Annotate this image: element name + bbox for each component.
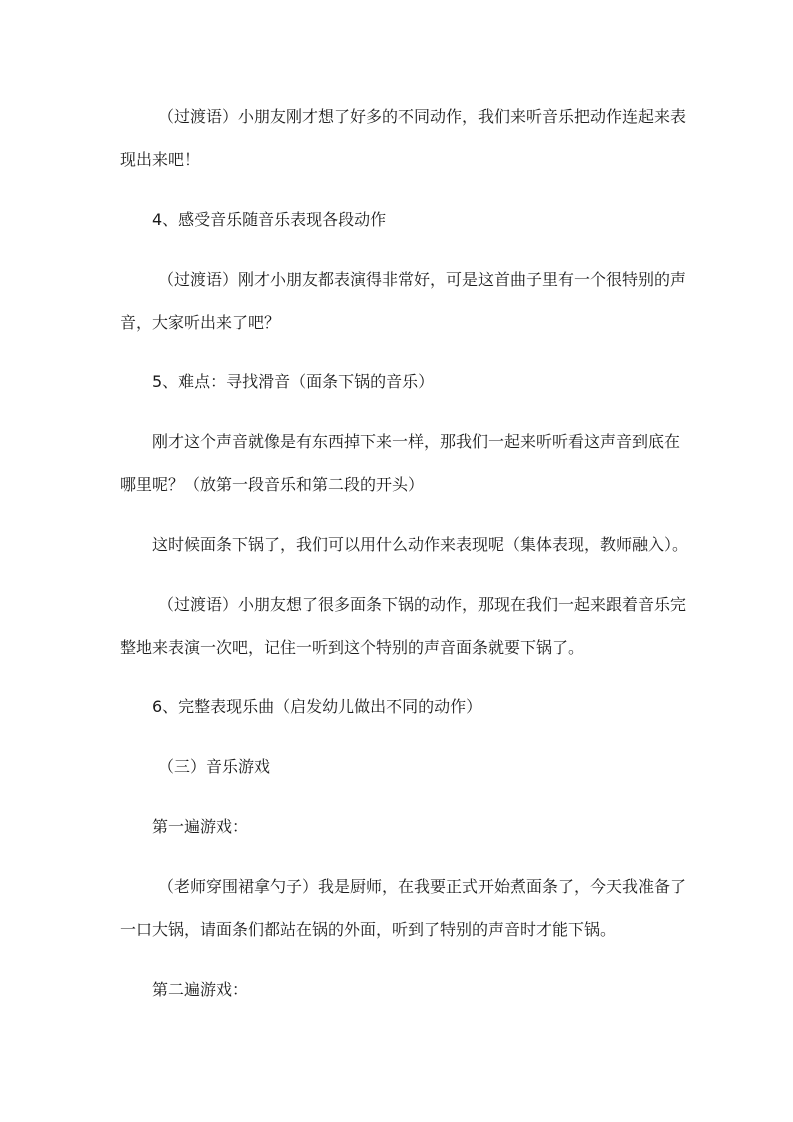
section-heading-6: 6、完整表现乐曲（启发幼儿做出不同的动作） xyxy=(152,697,483,716)
paragraph-3-line-1: （过渡语）刚才小朋友都表演得非常好，可是这首曲子里有一个很特别的声 xyxy=(158,270,687,289)
paragraph-11-line-2: 一口大锅，请面条们都站在锅的外面，听到了特别的声音时才能下锅。 xyxy=(120,920,617,939)
section-heading-5: 5、难点：寻找滑音（面条下锅的音乐） xyxy=(152,372,435,391)
paragraph-1-line-2: 现出来吧！ xyxy=(120,150,201,169)
paragraph-11-line-1: （老师穿围裙拿勺子）我是厨师，在我要正式开始煮面条了，今天我准备了 xyxy=(158,877,687,896)
paragraph-6-line-1: 这时候面条下锅了，我们可以用什么动作来表现呢（集体表现，教师融入）。 xyxy=(152,535,689,554)
section-heading-4: 4、感受音乐随音乐表现各段动作 xyxy=(152,210,387,229)
paragraph-5-line-2: 哪里呢？（放第一段音乐和第二段的开头） xyxy=(120,475,425,494)
game-round-1-heading: 第一遍游戏： xyxy=(152,817,249,836)
paragraph-1-line-1: （过渡语）小朋友刚才想了好多的不同动作，我们来听音乐把动作连起来表 xyxy=(158,107,687,126)
game-round-2-heading: 第二遍游戏： xyxy=(152,980,249,999)
paragraph-5-line-1: 刚才这个声音就像是有东西掉下来一样，那我们一起来听听看这声音到底在 xyxy=(152,432,681,451)
paragraph-3-line-2: 音，大家听出来了吧？ xyxy=(120,313,281,332)
section-heading-3: （三）音乐游戏 xyxy=(158,757,271,776)
paragraph-7-line-2: 整地来表演一次吧，记住一听到这个特别的声音面条就要下锅了。 xyxy=(120,638,585,657)
paragraph-7-line-1: （过渡语）小朋友想了很多面条下锅的动作，那现在我们一起来跟着音乐完 xyxy=(158,595,687,614)
